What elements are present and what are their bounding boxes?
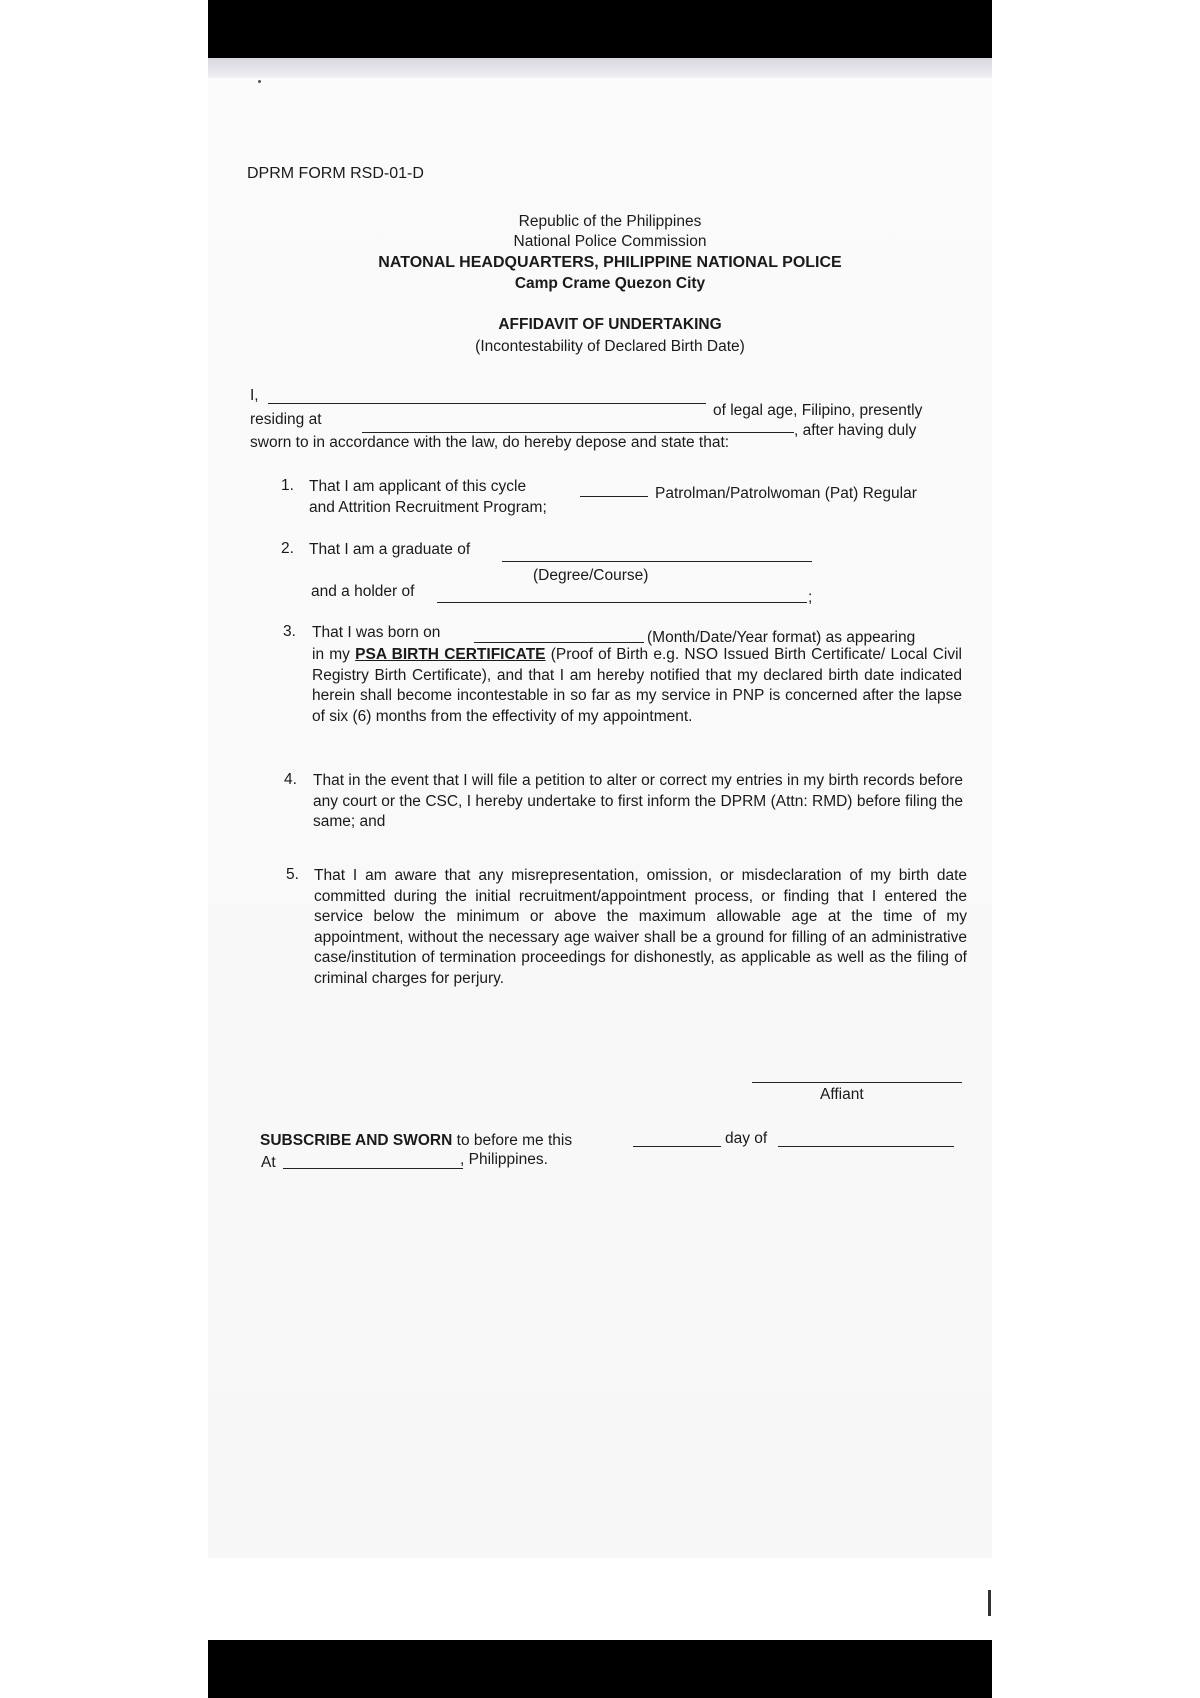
- item-3-body-rest: (Proof of Birth e.g. NSO Issued Birth Certificate/ Local Civil Registry Birth Certificate), and that I am hereby notified that my declared birth date indicated herein shall become incontestable in so far as my service in PNP is concerned after the lapse of six (6) months from the effectivity of my appointment.: [312, 646, 962, 725]
- jurat-philippines: , Philippines.: [460, 1151, 548, 1168]
- item-1-number: 1.: [281, 477, 294, 494]
- place-blank-line: [283, 1168, 463, 1169]
- intro-legal-age: of legal age, Filipino, presently: [713, 402, 923, 419]
- item-3-text-a: That I was born on: [312, 624, 441, 641]
- degree-blank-line: [502, 561, 812, 562]
- intro-i: I,: [250, 387, 259, 404]
- affidavit-title: AFFIDAVIT OF UNDERTAKING: [498, 316, 722, 333]
- item-1-text-a: That I am applicant of this cycle: [309, 478, 527, 495]
- item-2-text-a: That I am a graduate of: [309, 541, 471, 558]
- cycle-blank-line: [580, 496, 648, 497]
- item-3-body-start: in my: [312, 646, 356, 663]
- jurat-rest: to before me this: [452, 1132, 573, 1149]
- jurat-day-of: day of: [725, 1130, 768, 1147]
- item-3-body: [312, 645, 962, 727]
- psa-birth-certificate: PSA BIRTH CERTIFICATE: [355, 646, 546, 663]
- item-5-text: That I am aware that any misrepresentation, omission, or misdeclaration of my birth date committed during the initial recruitment/appointment process, or finding that I entered the service below the minimum or above the maximum allowable age at the time of my appointment, without the necessary age waiver shall be a ground for filling of an administrative case/institution of termination proceedings for dishonestly, as applicable as well as the filing of criminal charges for perjury.: [314, 867, 967, 987]
- bottom-black-bar: [208, 1640, 992, 1698]
- form-code: DPRM FORM RSD-01-D: [247, 165, 424, 182]
- item-1-text-c: and Attrition Recruitment Program;: [309, 499, 547, 516]
- item-4-number: 4.: [284, 771, 297, 788]
- intro-after-having: , after having duly: [794, 422, 917, 439]
- intro-residing: residing at: [250, 411, 322, 428]
- header-napolcom: National Police Commission: [513, 233, 707, 250]
- item-1-text-b: Patrolman/Patrolwoman (Pat) Regular: [655, 485, 917, 502]
- top-black-bar: [208, 0, 992, 58]
- item-2-text-b: and a holder of: [311, 583, 415, 600]
- holder-blank-line: [437, 602, 807, 603]
- affiant-signature-line: [752, 1082, 962, 1083]
- item-2-number: 2.: [281, 540, 294, 557]
- item-2-caption: (Degree/Course): [533, 567, 649, 584]
- item-5-number: 5.: [286, 866, 299, 883]
- affidavit-subtitle: (Incontestability of Declared Birth Date): [475, 338, 745, 355]
- page-top-band: [208, 58, 992, 78]
- jurat-bold: SUBSCRIBE AND SWORN: [260, 1132, 453, 1149]
- item-3-text-b: (Month/Date/Year format) as appearing: [647, 629, 916, 646]
- intro-sworn: sworn to in accordance with the law, do hereby depose and state that:: [250, 434, 730, 451]
- jurat-line-1: [260, 1131, 572, 1151]
- scrollbar-indicator: [988, 1590, 991, 1616]
- affiant-label: Affiant: [820, 1086, 864, 1103]
- birthdate-blank-line: [474, 642, 644, 643]
- item-4-text: That in the event that I will file a petition to alter or correct my entries in my birth records before any court or the CSC, I hereby undertake to first inform the DPRM (Attn: RMD) before filing the same; and: [313, 772, 963, 830]
- header-republic: Republic of the Philippines: [518, 213, 702, 230]
- day-blank-line: [633, 1146, 721, 1147]
- header-nhq: NATONAL HEADQUARTERS, PHILIPPINE NATIONAL POLICE: [378, 254, 842, 271]
- header-camp: Camp Crame Quezon City: [514, 275, 706, 292]
- item-2-end: ;: [808, 589, 813, 606]
- name-blank-line: [268, 403, 706, 404]
- scan-speck: [258, 80, 261, 83]
- item-3-number: 3.: [283, 623, 296, 640]
- month-blank-line: [778, 1146, 954, 1147]
- jurat-at: At: [261, 1154, 276, 1171]
